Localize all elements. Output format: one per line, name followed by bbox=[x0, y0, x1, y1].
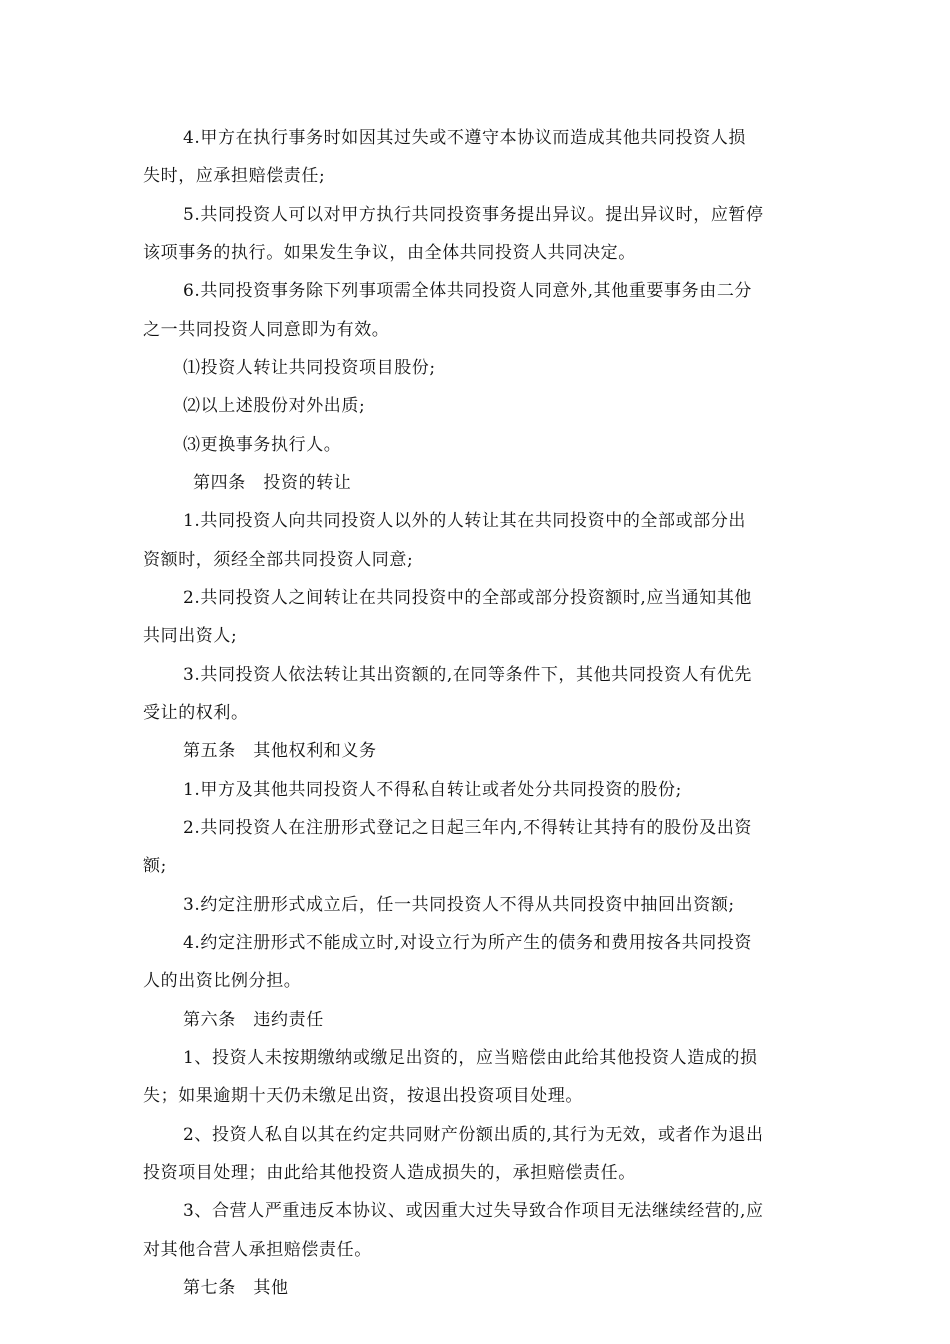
clause-4-item-1-line-1: 1.共同投资人向共同投资人以外的人转让其在共同投资中的全部或部分出 bbox=[183, 511, 747, 531]
clause-4-item-3-line-2: 受让的权利。 bbox=[143, 703, 249, 723]
clause-4-item-2-line-2: 共同出资人; bbox=[143, 626, 238, 646]
clause-5-item-3: 3.约定注册形式成立后，任一共同投资人不得从共同投资中抽回出资额; bbox=[183, 895, 735, 915]
sub-item-1: ⑴投资人转让共同投资项目股份; bbox=[183, 358, 436, 378]
clause-6-item-2-line-1: 2、投资人私自以其在约定共同财产份额出质的,其行为无效，或者作为退出 bbox=[183, 1125, 764, 1145]
clause-3-item-5-line-1: 5.共同投资人可以对甲方执行共同投资事务提出异议。提出异议时，应暂停 bbox=[183, 205, 764, 225]
clause-5-item-1: 1.甲方及其他共同投资人不得私自转让或者处分共同投资的股份; bbox=[183, 780, 682, 800]
clause-5-item-2-line-1: 2.共同投资人在注册形式登记之日起三年内,不得转让其持有的股份及出资 bbox=[183, 818, 753, 838]
clause-6-item-1-line-2: 失；如果逾期十天仍未缴足出资，按退出投资项目处理。 bbox=[143, 1086, 583, 1106]
clause-3-item-4-line-1: 4.甲方在执行事务时如因其过失或不遵守本协议而造成其他共同投资人损 bbox=[183, 128, 747, 148]
clause-6-item-3-line-1: 3、合营人严重违反本协议、或因重大过失导致合作项目无法继续经营的,应 bbox=[183, 1201, 764, 1221]
sub-item-3: ⑶更换事务执行人。 bbox=[183, 435, 342, 455]
clause-3-item-4-line-2: 失时，应承担赔偿责任; bbox=[143, 166, 326, 186]
clause-5-item-4-line-1: 4.约定注册形式不能成立时,对设立行为所产生的债务和费用按各共同投资 bbox=[183, 933, 753, 953]
clause-4-item-1-line-2: 资额时，须经全部共同投资人同意; bbox=[143, 550, 414, 570]
clause-3-item-6-line-1: 6.共同投资事务除下列事项需全体共同投资人同意外,其他重要事务由二分 bbox=[183, 281, 753, 301]
clause-5-item-4-line-2: 人的出资比例分担。 bbox=[143, 971, 302, 991]
clause-6-item-2-line-2: 投资项目处理；由此给其他投资人造成损失的，承担赔偿责任。 bbox=[143, 1163, 636, 1183]
clause-7-heading: 第七条 其他 bbox=[183, 1278, 289, 1298]
clause-4-item-2-line-1: 2.共同投资人之间转让在共同投资中的全部或部分投资额时,应当通知其他 bbox=[183, 588, 753, 608]
clause-5-heading: 第五条 其他权利和义务 bbox=[183, 741, 377, 761]
clause-6-heading: 第六条 违约责任 bbox=[183, 1010, 324, 1030]
clause-6-item-1-line-1: 1、投资人未按期缴纳或缴足出资的，应当赔偿由此给其他投资人造成的损 bbox=[183, 1048, 758, 1068]
clause-3-item-6-line-2: 之一共同投资人同意即为有效。 bbox=[143, 320, 390, 340]
sub-item-2: ⑵以上述股份对外出质; bbox=[183, 396, 366, 416]
clause-4-heading: 第四条 投资的转让 bbox=[193, 473, 352, 493]
clause-3-item-5-line-2: 该项事务的执行。如果发生争议，由全体共同投资人共同决定。 bbox=[143, 243, 636, 263]
clause-6-item-3-line-2: 对其他合营人承担赔偿责任。 bbox=[143, 1240, 372, 1260]
clause-5-item-2-line-2: 额; bbox=[143, 856, 167, 876]
clause-4-item-3-line-1: 3.共同投资人依法转让其出资额的,在同等条件下，其他共同投资人有优先 bbox=[183, 665, 753, 685]
